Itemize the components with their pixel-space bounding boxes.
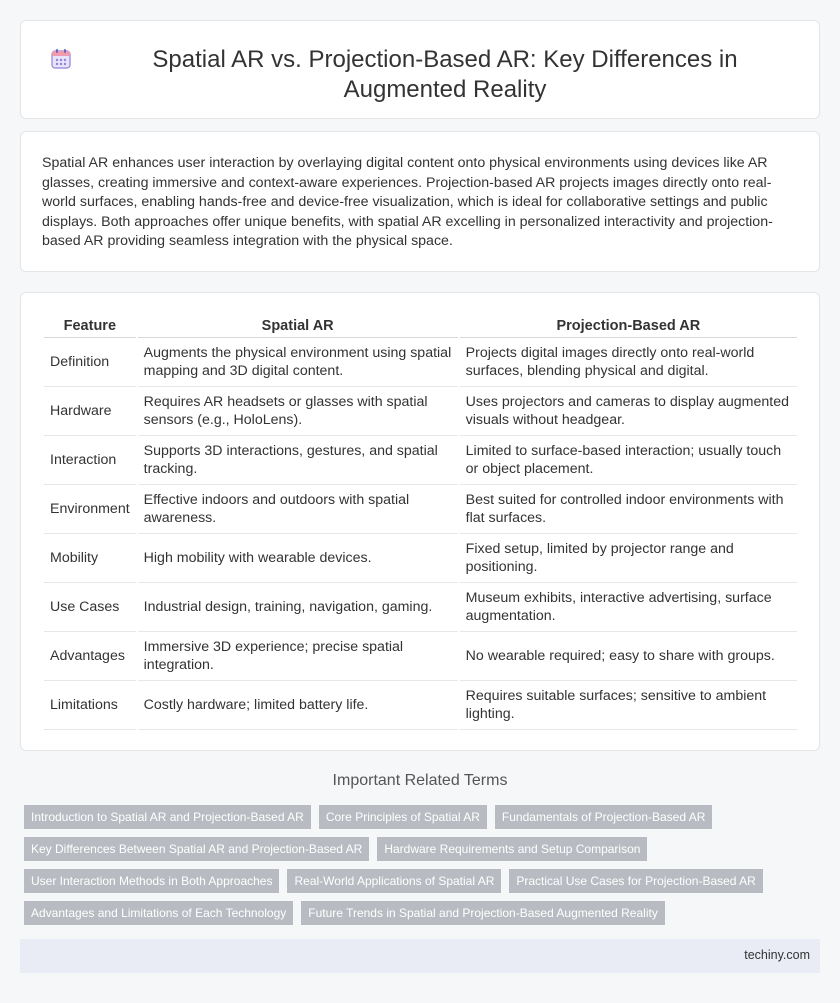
related-term-tag[interactable]: Practical Use Cases for Projection-Based AR [509,869,762,893]
comparison-table-card [20,292,820,751]
summary-text: Spatial AR enhances user interaction by overlaying digital content onto physical environments using devices like AR glasses, creating immersive and context-aware experiences. Projection-based AR projects images directly onto real-world surfaces, enabling hands-free and device-free visualization, which is ideal for collaborative settings and public displays. Both approaches offer unique benefits, with spatial AR excelling in personalized interactivity and projection-based AR providing seamless integration with the physical space. [42,155,773,250]
column-header: Feature [44,313,136,338]
table-header-row [44,313,797,338]
header-card [20,20,820,119]
projection-ar-cell: Requires suitable surfaces; sensitive to ambient lighting. [460,681,797,730]
spatial-ar-cell: Effective indoors and outdoors with spatial awareness. [138,485,458,534]
table-row [44,485,797,534]
related-terms-row [24,805,804,829]
projection-ar-cell: Projects digital images directly onto real-world surfaces, blending physical and digital. [460,338,797,387]
comparison-table [42,313,799,730]
related-terms-row [24,901,804,925]
related-term-tag[interactable]: Future Trends in Spatial and Projection-Based Augmented Reality [301,901,665,925]
spatial-ar-cell: Requires AR headsets or glasses with spatial sensors (e.g., HoloLens). [138,387,458,436]
footer-brand: techiny.com [744,948,810,962]
table-row [44,436,797,485]
related-term-tag[interactable]: Real-World Applications of Spatial AR [287,869,501,893]
feature-cell: Mobility [44,534,136,583]
feature-cell: Limitations [44,681,136,730]
column-header: Projection-Based AR [460,313,797,338]
related-terms-row [24,837,804,861]
related-term-tag[interactable]: Introduction to Spatial AR and Projection-Based AR [24,805,311,829]
feature-cell: Use Cases [44,583,136,632]
feature-cell: Advantages [44,632,136,681]
table-row [44,632,797,681]
footer [20,939,820,973]
projection-ar-cell: Fixed setup, limited by projector range and positioning. [460,534,797,583]
table-row [44,338,797,387]
feature-cell: Interaction [44,436,136,485]
column-header: Spatial AR [138,313,458,338]
projection-ar-cell: Limited to surface-based interaction; usually touch or object placement. [460,436,797,485]
page-title: Spatial AR vs. Projection-Based AR: Key Differences in Augmented Reality [152,46,738,103]
related-term-tag[interactable]: Fundamentals of Projection-Based AR [495,805,712,829]
spatial-ar-cell: High mobility with wearable devices. [138,534,458,583]
related-term-tag[interactable]: Hardware Requirements and Setup Comparison [377,837,647,861]
related-terms-title: Important Related Terms [332,772,508,789]
summary-card [20,131,820,272]
feature-cell: Definition [44,338,136,387]
projection-ar-cell: Uses projectors and cameras to display augmented visuals without headgear. [460,387,797,436]
table-row [44,583,797,632]
related-term-tag[interactable]: Advantages and Limitations of Each Technology [24,901,293,925]
spatial-ar-cell: Supports 3D interactions, gestures, and spatial tracking. [138,436,458,485]
related-term-tag[interactable]: User Interaction Methods in Both Approaches [24,869,279,893]
spatial-ar-cell: Costly hardware; limited battery life. [138,681,458,730]
feature-cell: Environment [44,485,136,534]
table-row [44,387,797,436]
table-row [44,534,797,583]
spatial-ar-cell: Industrial design, training, navigation, gaming. [138,583,458,632]
related-terms-list [24,805,804,933]
spatial-ar-cell: Augments the physical environment using spatial mapping and 3D digital content. [138,338,458,387]
projection-ar-cell: No wearable required; easy to share with groups. [460,632,797,681]
table-row [44,681,797,730]
related-term-tag[interactable]: Core Principles of Spatial AR [319,805,487,829]
projection-ar-cell: Museum exhibits, interactive advertising, surface augmentation. [460,583,797,632]
spatial-ar-cell: Immersive 3D experience; precise spatial integration. [138,632,458,681]
projection-ar-cell: Best suited for controlled indoor environments with flat surfaces. [460,485,797,534]
related-term-tag[interactable]: Key Differences Between Spatial AR and Projection-Based AR [24,837,369,861]
feature-cell: Hardware [44,387,136,436]
related-terms-row [24,869,804,893]
